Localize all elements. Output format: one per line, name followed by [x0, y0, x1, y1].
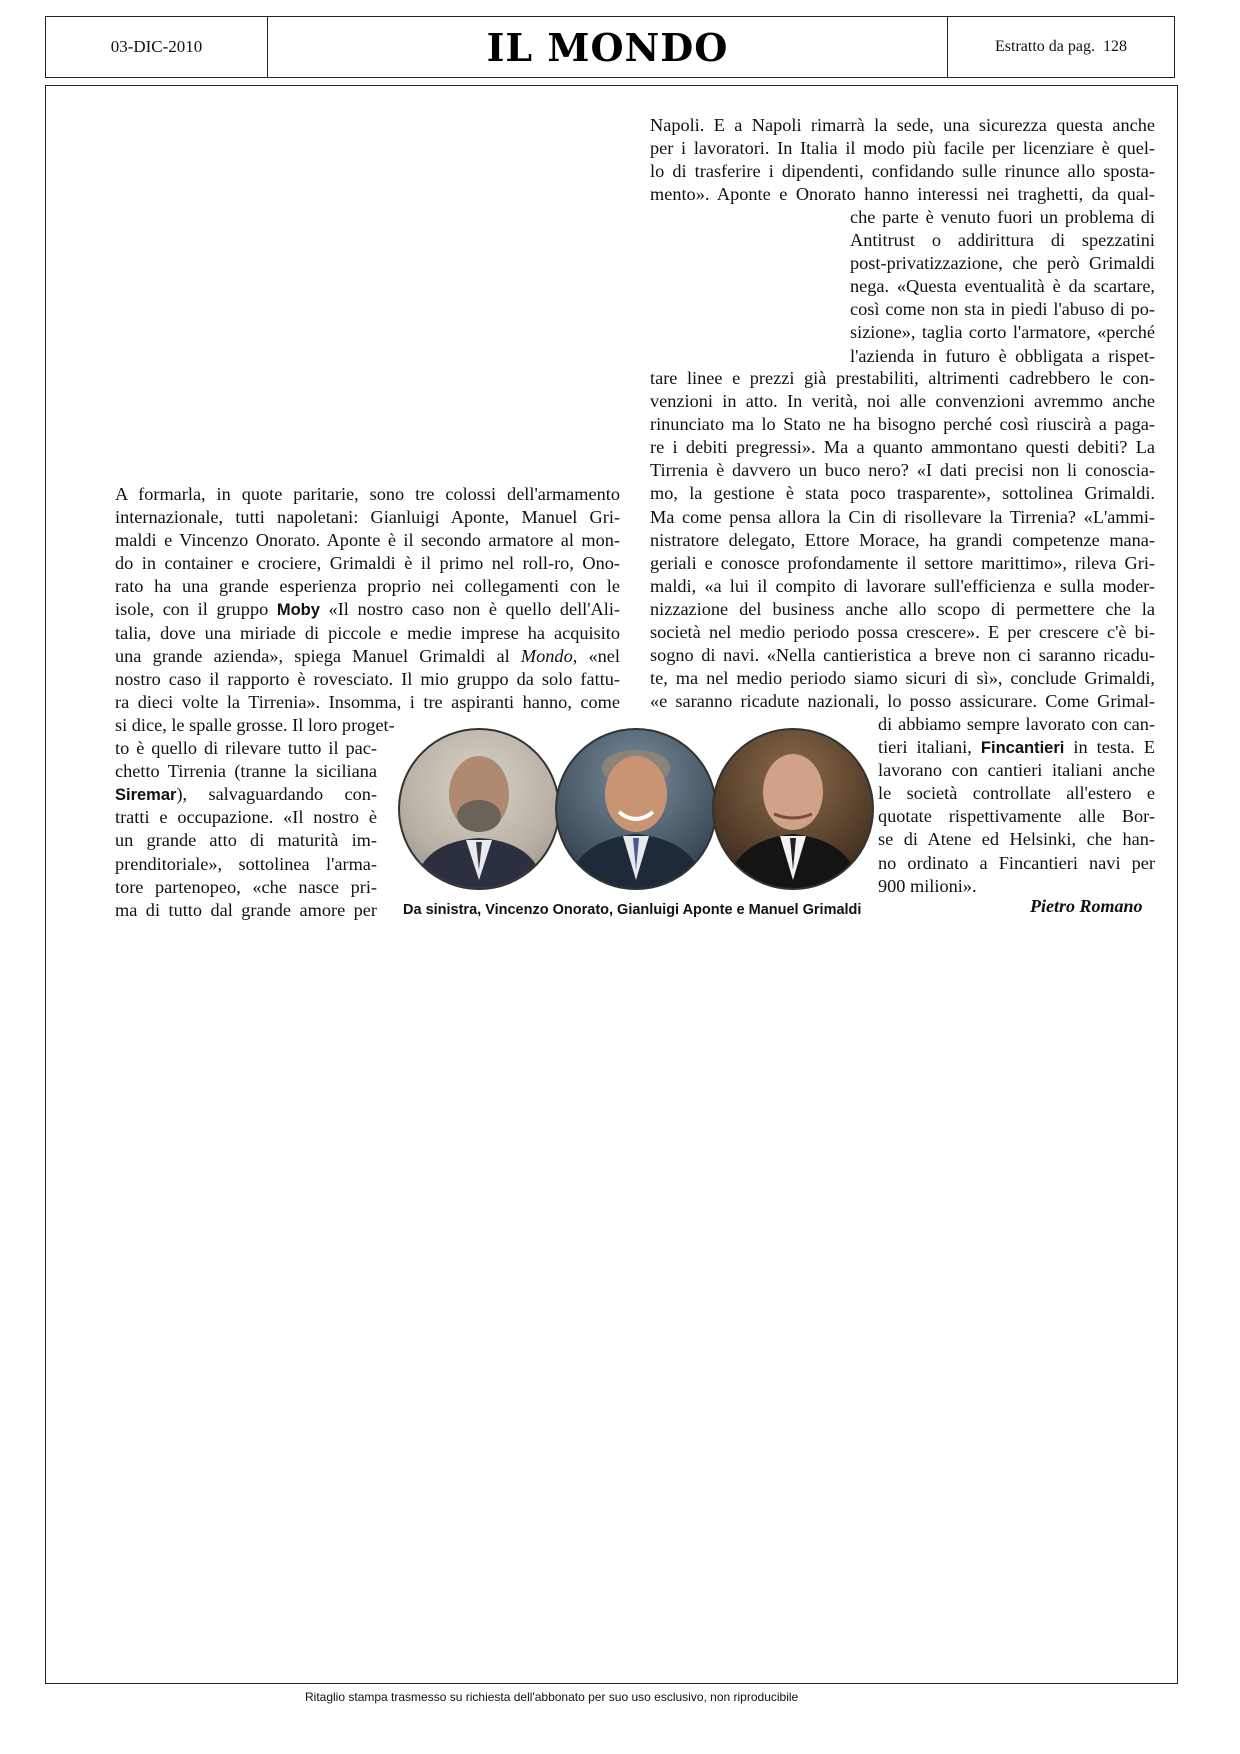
- text-line: si dice, le spalle grosse. Il loro proget-: [115, 715, 395, 735]
- text-line: tare linee e prezzi già prestabiliti, altrimenti cadrebbero le con-: [650, 368, 1155, 388]
- extract-page-number: 128: [1102, 38, 1127, 55]
- text-line: tratti e occupazione. «Il nostro è: [115, 807, 377, 828]
- publication-title: IL MONDO: [268, 17, 948, 77]
- moby-bold: Moby: [276, 601, 320, 620]
- text-fragment: ), salvaguardando con-: [176, 784, 377, 805]
- extract-label: Estratto da pag.: [995, 38, 1095, 55]
- text-line: Antitrust o addirittura di spezzatini: [850, 230, 1155, 251]
- text-line: società nel medio periodo possa crescere». E per crescere c'è bi-: [650, 622, 1155, 643]
- text-line: to è quello di rilevare tutto il pac-: [115, 738, 377, 759]
- portrait-photo-aponte: [555, 728, 717, 890]
- fincantieri-bold: Fincantieri: [980, 739, 1065, 758]
- text-line: nistratore delegato, Ettore Morace, ha grandi competenze mana-: [650, 529, 1155, 550]
- text-line: [115, 598, 620, 621]
- text-fragment: «Il nostro caso non è quello dell'Ali-: [328, 599, 621, 620]
- text-line: chetto Tirrenia (tranne la siciliana: [115, 761, 377, 782]
- article-right-narrow-upper: [850, 206, 1155, 368]
- text-fragment: isole, con il gruppo: [115, 599, 269, 620]
- text-line: rato ha una grande esperienza proprio nei collegamenti con le: [115, 576, 620, 597]
- text-line: Ma come pensa allora la Cin di risollevare la Tirrenia? «L'ammi-: [650, 506, 1155, 527]
- text-line: tore partenopeo, «che nasce pri-: [115, 876, 377, 897]
- text-line: «e saranno ricadute nazionali, lo posso assicurare. Come Grimal-: [650, 691, 1155, 712]
- portrait-photos: [398, 728, 874, 903]
- text-line: re i debiti pregressi». Ma a quanto ammontano questi debiti? La: [650, 437, 1155, 458]
- text-line: post-privatizzazione, che però Grimaldi: [850, 253, 1155, 274]
- text-line: no ordinato a Fincantieri navi per: [878, 852, 1155, 873]
- article-left-wide: [115, 483, 620, 714]
- text-line: mento». Aponte e Onorato hanno interessi nei traghetti, da qual-: [650, 184, 1155, 205]
- text-line: prenditoriale», sottolinea l'arma-: [115, 853, 377, 874]
- text-line: venzioni in atto. In verità, noi alle convenzioni avremmo anche: [650, 391, 1155, 412]
- text-line: [115, 645, 620, 668]
- text-line: Napoli. E a Napoli rimarrà la sede, una sicurezza questa anche: [650, 115, 1155, 135]
- text-line: le società controllate all'estero e: [878, 783, 1155, 804]
- mondo-italic: Mondo,: [520, 645, 578, 666]
- text-line: maldi e Vincenzo Onorato. Aponte è il secondo armatore al mon-: [115, 530, 620, 551]
- text-line: do in container e crociere, Grimaldi è il primo nel roll-ro, Ono-: [115, 553, 620, 574]
- text-line: te, ma nel medio periodo siamo sicuri di sì», conclude Grimaldi,: [650, 668, 1155, 689]
- text-line: Tirrenia è davvero un buco nero? «I dati precisi non li conoscia-: [650, 460, 1155, 481]
- text-line: nizzazione del business anche allo scopo di permettere che la: [650, 598, 1155, 619]
- portrait-photo-grimaldi: [712, 728, 874, 890]
- text-line: A formarla, in quote paritarie, sono tre colossi dell'armamento: [115, 484, 620, 504]
- text-line: sogno di navi. «Nella cantieristica a breve non ci saranno ricadu-: [650, 645, 1155, 666]
- article-right-narrow-lower: [878, 713, 1155, 898]
- text-line: quotate rispettivamente alle Bor-: [878, 806, 1155, 827]
- text-line: [115, 783, 377, 806]
- siremar-bold: Siremar: [115, 786, 177, 805]
- text-fragment: «nel: [588, 645, 620, 666]
- text-line: talia, dove una miriade di piccole e medie imprese ha acquisito: [115, 622, 620, 643]
- text-fragment: tieri italiani,: [878, 737, 972, 758]
- text-fragment: una grande azienda», spiega Manuel Grimaldi al: [115, 645, 510, 666]
- text-line: che parte è venuto fuori un problema di: [850, 207, 1155, 227]
- text-line: ra dieci volte la Tirrenia». Insomma, i tre aspiranti hanno, come: [115, 691, 620, 712]
- text-line: per i lavoratori. In Italia il modo più facile per licenziare è quel-: [650, 138, 1155, 159]
- text-line: nostro caso il rapporto è rovesciato. Il mio gruppo da solo fattu-: [115, 668, 620, 689]
- text-line: così come non sta in piedi l'abuso di po-: [850, 299, 1155, 320]
- footer-notice: Ritaglio stampa trasmesso su richiesta dell'abbonato per suo uso esclusivo, non riproducibile: [305, 1690, 799, 1704]
- text-line: di abbiamo sempre lavorato con can-: [878, 714, 1155, 734]
- text-line: 900 milioni».: [878, 875, 977, 896]
- text-line: maldi, «a lui il compito di lavorare sull'efficienza e sulla moder-: [650, 575, 1155, 596]
- text-line: lavorano con cantieri italiani anche: [878, 760, 1155, 781]
- photo-caption: Da sinistra, Vincenzo Onorato, Gianluigi Aponte e Manuel Grimaldi: [403, 902, 862, 918]
- header-extract: [948, 17, 1174, 77]
- text-line: lo di trasferire i dipendenti, confidando sulle rinunce allo sposta-: [650, 161, 1155, 182]
- portrait-photo-onorato: [398, 728, 560, 890]
- text-line: rinunciato ma lo Stato ne ha bisogno perché così riuscirà a paga-: [650, 414, 1155, 435]
- text-line: geriali e conosce profondamente il settore marittimo», rileva Gri-: [650, 552, 1155, 573]
- text-line: mo, la gestione è stata poco trasparente», sottolinea Grimaldi.: [650, 483, 1155, 504]
- page-header: [45, 16, 1175, 78]
- article-right-top: [650, 114, 1155, 206]
- text-line: se di Atene ed Helsinki, che han-: [878, 829, 1155, 850]
- text-line: un grande atto di maturità im-: [115, 830, 377, 851]
- text-line: [878, 736, 1155, 759]
- text-fragment: in testa. E: [1073, 737, 1155, 758]
- article-left-narrow: [115, 714, 395, 922]
- text-line: sizione», taglia corto l'armatore, «perché: [850, 322, 1155, 343]
- article-right-middle: [650, 367, 1155, 713]
- text-line: nega. «Questa eventualità è da scartare,: [850, 276, 1155, 297]
- text-line: internazionale, tutti napoletani: Gianluigi Aponte, Manuel Gri-: [115, 507, 620, 528]
- text-line: ma di tutto dal grande amore per: [115, 899, 377, 920]
- header-date: 03-DIC-2010: [46, 17, 268, 77]
- text-line: l'azienda in futuro è obbligata a rispet-: [850, 345, 1155, 366]
- article-author: Pietro Romano: [1030, 896, 1143, 916]
